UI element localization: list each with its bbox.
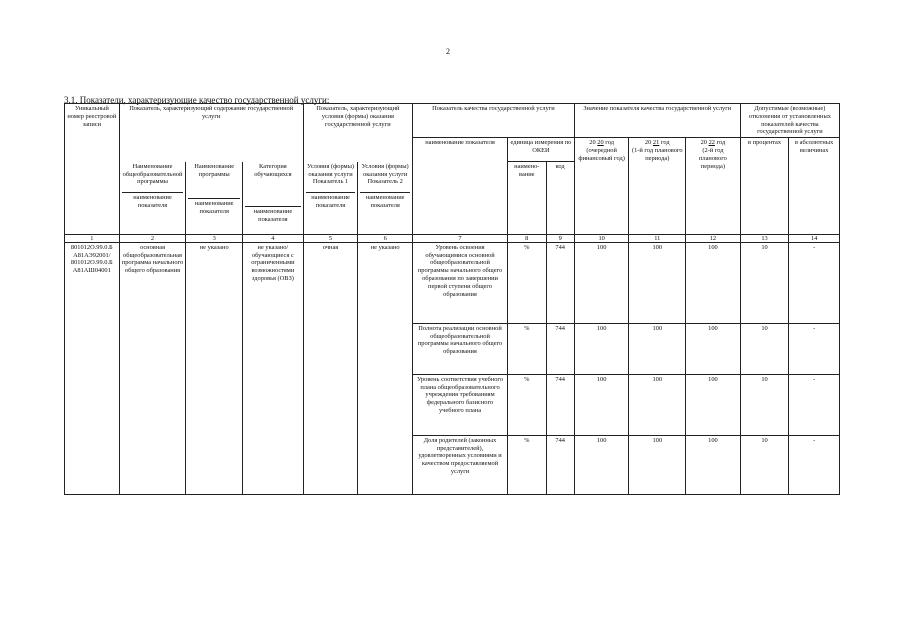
page-number: 2 (446, 47, 450, 56)
col-num-2: 2 (119, 234, 186, 242)
okei-code-header: код (546, 162, 574, 235)
conditions-group-spacer (303, 138, 412, 162)
indicator-name-cell: Полнота реализации основной общеобразовательной программы начального общего образования (412, 323, 507, 374)
year3-suffix: год (716, 139, 726, 147)
absolute-cell: - (789, 435, 840, 494)
year2-cell: 100 (629, 435, 686, 494)
unit-cell: % (508, 323, 546, 374)
sub-col-4-caption: наименование показателя (245, 206, 301, 224)
form-cell: очная (303, 242, 358, 494)
indicator-name-cell: Уровень освоения обучающимися основной общеобразовательной программы начального общего образования по завершении первой ступени общего образования (412, 242, 507, 323)
year3-header (686, 138, 741, 235)
unit-cell: % (508, 242, 546, 323)
quality-indicators-table (64, 103, 840, 495)
sub-col-5-title: Условия (формы) оказания услуги Показатель 1 (307, 162, 355, 186)
code-cell: 744 (546, 435, 574, 494)
conditions-group-header: Показатель, характеризующий условия (формы) оказания государственной услуги (303, 104, 412, 138)
okei-unit-header: единица измерения по ОКЕИ (508, 138, 575, 162)
year1-prefix: 20 (589, 139, 596, 147)
percent-cell: 10 (740, 374, 789, 435)
year2-cell: 100 (629, 374, 686, 435)
okei-name-header: наимено-вание (508, 162, 546, 235)
registry-number-cell: 801012О.99.0.Б А81АЭ92001/ 801012О.99.0.Б А81АШ04001 (65, 242, 120, 494)
sub-col-2-caption: наименование показателя (122, 192, 184, 210)
indicator-name-header: наименование показателя (412, 138, 507, 235)
table-row (65, 242, 840, 323)
year3-cell: 100 (686, 323, 741, 374)
year3-value: 22 (708, 139, 715, 147)
col-num-13: 13 (740, 234, 789, 242)
section-title: 3.1. Показатели, характеризующие качество государственной услуги: (64, 95, 330, 105)
percent-cell: 10 (740, 323, 789, 374)
col-num-8: 8 (508, 234, 546, 242)
sub-col-5-caption: наименование показателя (306, 192, 356, 210)
percent-cell: 10 (740, 242, 789, 323)
year1-cell: 100 (574, 374, 629, 435)
year1-cell: 100 (574, 323, 629, 374)
in-percent-header: в процентах (740, 138, 789, 235)
unique-number-header: Уникальный номер реестровой записи (65, 104, 120, 235)
sub-col-5-header (303, 162, 358, 235)
quality-group-header: Показатель качества государственной услуги (412, 104, 574, 138)
year1-suffix: год (605, 139, 615, 147)
col-num-4: 4 (243, 234, 304, 242)
absolute-cell: - (789, 242, 840, 323)
sub-col-4-header (243, 162, 304, 235)
sub-col-6-title: Условия (формы) оказания услуги Показатель 2 (361, 162, 409, 186)
code-cell: 744 (546, 323, 574, 374)
sub-col-4-title: Категория обучающихся (254, 162, 292, 178)
col-num-3: 3 (186, 234, 243, 242)
year1-cell: 100 (574, 242, 629, 323)
year2-note: (1-й год планового периода) (631, 147, 683, 162)
sub-col-6-header (358, 162, 413, 235)
sub-col-2-title: Наименование общеобразовательной программы (122, 162, 183, 186)
absolute-cell: - (789, 323, 840, 374)
column-numbers-row (65, 234, 840, 242)
content-group-spacer (119, 138, 303, 162)
content-group-header: Показатель, характеризующий содержание государственной услуги (119, 104, 303, 138)
indicator-name-cell: Уровень соответствия учебного плана общеобразовательного учреждения требованиям федерального базисного учебного плана (412, 374, 507, 435)
unit-cell: % (508, 374, 546, 435)
year2-value: 21 (652, 139, 660, 147)
year2-cell: 100 (629, 242, 686, 323)
sub-col-3-header (186, 162, 243, 235)
col-num-9: 9 (546, 234, 574, 242)
col-num-1: 1 (65, 234, 120, 242)
sub-col-6-caption: наименование показателя (360, 192, 410, 210)
indicator-name-cell: Доля родителей (законных представителей), удовлетворенных условиями и качеством предоставляемой услуги (412, 435, 507, 494)
col-num-10: 10 (574, 234, 629, 242)
year3-cell: 100 (686, 242, 741, 323)
program-cell: основная общеобразовательная программа начального общего образования (119, 242, 186, 494)
sub-col-3-title: Наименование программы (194, 162, 235, 178)
deviation-group-header: Допустимые (возможные) отклонения от установленных показателей качества государственной услуги (740, 104, 839, 138)
values-group-header: Значение показателя качества государственной услуги (574, 104, 740, 138)
col-num-11: 11 (629, 234, 686, 242)
year2-prefix: 20 (644, 139, 652, 147)
category-cell: не указано/ обучающиеся с ограниченными возможностями здоровья (ОВЗ) (243, 242, 304, 494)
form2-cell: не указано (358, 242, 413, 494)
header-row-1 (65, 104, 840, 138)
year3-prefix: 20 (700, 139, 707, 147)
col-num-5: 5 (303, 234, 358, 242)
sub-col-2-header (119, 162, 186, 235)
percent-cell: 10 (740, 435, 789, 494)
year3-note: (2-й год планового периода) (698, 147, 727, 170)
absolute-cell: - (789, 374, 840, 435)
year1-cell: 100 (574, 435, 629, 494)
year1-value: 20 (597, 139, 604, 147)
unit-cell: % (508, 435, 546, 494)
year2-header (629, 138, 686, 235)
col-num-7: 7 (412, 234, 507, 242)
code-cell: 744 (546, 374, 574, 435)
year2-suffix: год (660, 139, 670, 147)
in-absolute-header: в абсолютных величинах (789, 138, 840, 235)
year3-cell: 100 (686, 374, 741, 435)
col-num-14: 14 (789, 234, 840, 242)
sub-col-3-caption: наименование показателя (188, 198, 240, 216)
year1-note: (очередной финансовый год) (578, 147, 625, 162)
code-cell: 744 (546, 242, 574, 323)
col-num-6: 6 (358, 234, 413, 242)
col-num-12: 12 (686, 234, 741, 242)
year1-header (574, 138, 629, 235)
year3-cell: 100 (686, 435, 741, 494)
header-row-2 (65, 138, 840, 162)
year2-cell: 100 (629, 323, 686, 374)
program-name-cell: не указано (186, 242, 243, 494)
